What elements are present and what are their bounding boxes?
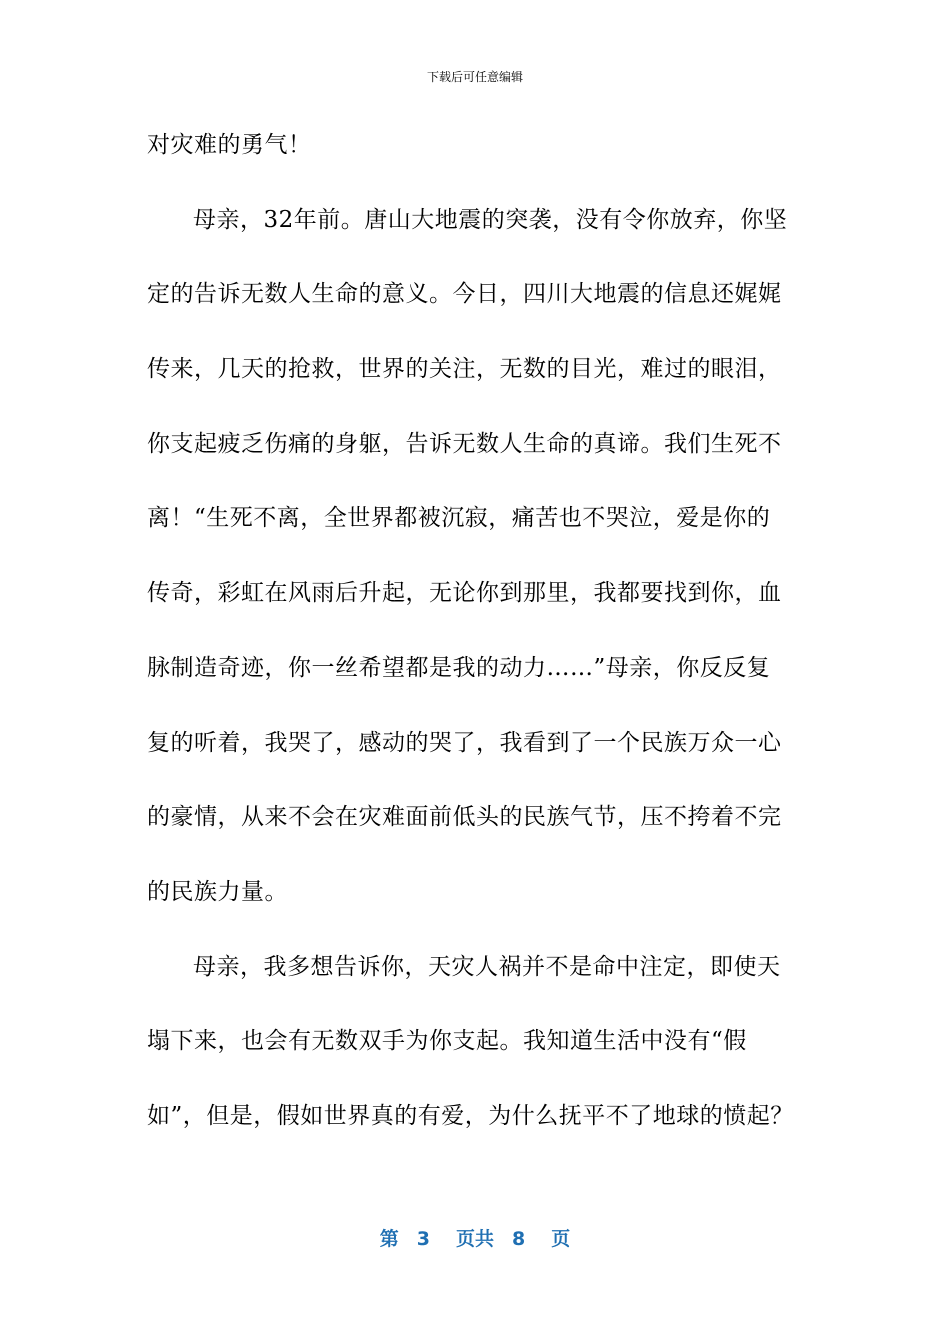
paragraph-line: 你支起疲乏伤痛的身躯，告诉无数人生命的真谛。我们生死不 [147, 430, 782, 457]
document-body [147, 108, 807, 1154]
paragraph-line: 传来，几天的抢救，世界的关注，无数的目光，难过的眼泪， [147, 356, 782, 383]
footer-total-pages: 8 [512, 1228, 526, 1250]
paragraph-line: 母亲，32年前。唐山大地震的突袭，没有令你放弃，你坚 [193, 206, 788, 233]
paragraph-line: 的民族力量。 [147, 878, 288, 905]
paragraph-line: 定的告诉无数人生命的意义。今日，四川大地震的信息还娓娓 [147, 281, 782, 308]
footer-current-page: 3 [416, 1228, 430, 1250]
paragraph-line: 传奇，彩虹在风雨后升起，无论你到那里，我都要找到你，血 [147, 580, 782, 607]
paragraph-line: 塌下来，也会有无数双手为你支起。我知道生活中没有“假 [147, 1028, 747, 1055]
paragraph-line: 脉制造奇迹，你一丝希望都是我的动力……”母亲，你反反复 [147, 654, 771, 681]
page-number-footer [0, 1224, 950, 1251]
paragraph-line: 母亲，我多想告诉你，天灾人祸并不是命中注定，即使天 [193, 953, 781, 980]
paragraph-line: 离！“生死不离，全世界都被沉寂，痛苦也不哭泣，爱是你的 [147, 505, 771, 532]
footer-middle: 页共 [455, 1228, 494, 1250]
paragraph-line: 的豪情，从来不会在灾难面前低头的民族气节，压不挎着不完 [147, 804, 782, 831]
footer-suffix: 页 [551, 1228, 571, 1250]
paragraph-line: 复的听着，我哭了，感动的哭了，我看到了一个民族万众一心 [147, 729, 782, 756]
paragraph-line: 如”，但是，假如世界真的有爱，为什么抚平不了地球的愤起？ [147, 1102, 794, 1129]
header-note: 下载后可任意编辑 [426, 70, 523, 84]
footer-prefix: 第 [379, 1228, 399, 1250]
paragraph-line: 对灾难的勇气！ [147, 132, 312, 158]
